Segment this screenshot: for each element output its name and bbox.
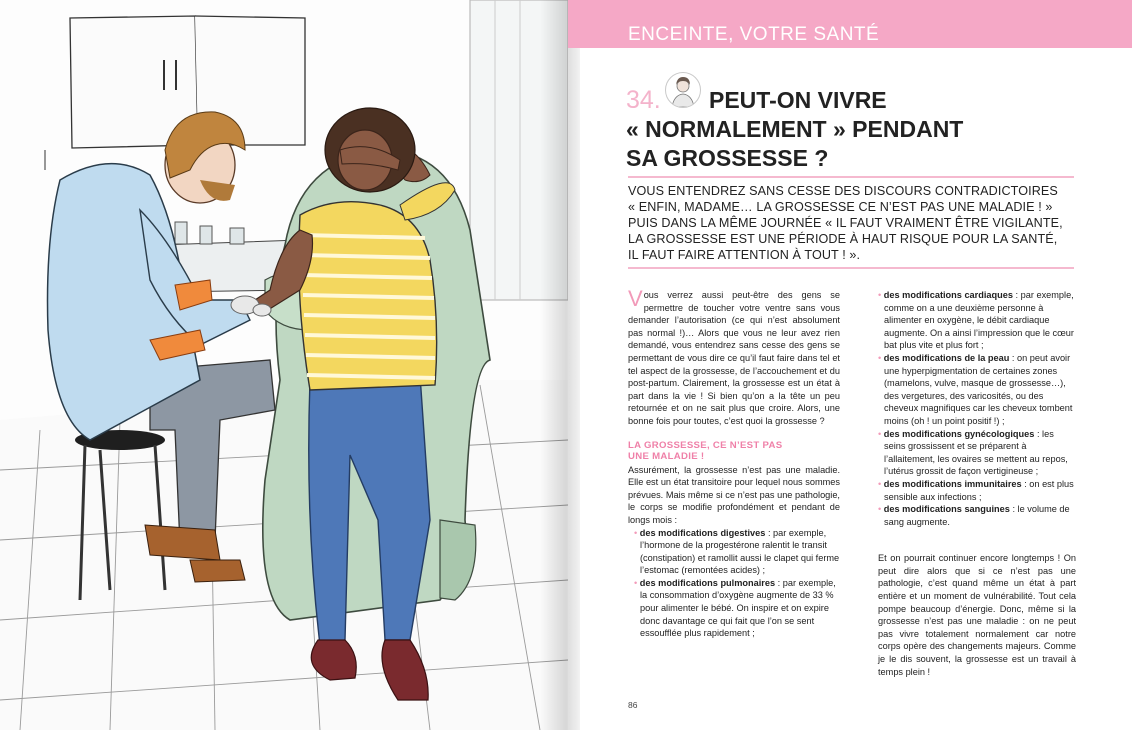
bullet-bold: des modifications de la peau: [883, 352, 1010, 363]
bullet-bold: des modifications pulmonaires: [639, 577, 776, 588]
title-line: PEUT-ON VIVRE: [709, 87, 887, 113]
lead-line: IL FAUT FAIRE ATTENTION À TOUT ! ».: [628, 248, 861, 262]
bullet-text: : par exemple, comme on a une deuxième personne à alimenter en oxygène, le débit cardiaque augmente. On a ainsi l’impression que le cœur bat plus vite et plus fort ;: [884, 290, 1074, 351]
intro-text: ous verrez aussi peut-être des gens se permettre de toucher votre ventre sans vous demander l’autorisation (ce qui n’est absolument pas normal !)… Alors que vous ne leur avez rien demandé, vous entendrez sans cesse des gens se permettant de vous dire ce qu’il faut faire dans tel et tel aspect de la grossesse, de l’accouchement et du post-partum. Clairement, la grossesse est un état à part dans la vie ! Si bien qu’on a la tête un peu retournée et on ne sait plus que croire. Alors, une bonne fois pour toutes, c’est quoi la grossesse ?: [628, 290, 840, 426]
subheading-line: UNE MALADIE !: [628, 450, 705, 462]
section-title: ENCEINTE, VOTRE SANTÉ: [628, 24, 880, 45]
title-line: SA GROSSESSE ?: [626, 145, 829, 171]
bullet-text: : le volume de sang augmente.: [884, 504, 1070, 527]
bullet-text: : les seins grossissent et se préparent à l’allaitement, les ovaires se mettent au repos, l’utérus grossit de façon vertigineuse ;: [884, 428, 1068, 477]
bullet-marker: •: [878, 290, 884, 300]
bullet-bold: des modifications gynécologiques: [883, 428, 1035, 439]
article-number: 34.: [626, 86, 661, 114]
lead-paragraph: [628, 183, 1078, 263]
bullet-marker: •: [878, 478, 884, 489]
body-paragraph: Assurément, la grossesse n’est pas une maladie. Elle est un état transitoire pour lequel nous sommes prévues. Mais même si ce n’est pas une pathologie, le corps se modifie profondément et pendant de longs mois :: [628, 464, 840, 525]
intro-paragraph: [628, 286, 840, 428]
subheading-line: LA GROSSESSE, CE N’EST PAS: [628, 439, 783, 451]
lead-line: « ENFIN, MADAME… LA GROSSESSE CE N’EST PAS UNE MALADIE ! »: [628, 200, 1053, 214]
lead-line: VOUS ENTENDREZ SANS CESSE DES DISCOURS CONTRADICTOIRES: [628, 184, 1058, 198]
lead-line: LA GROSSESSE EST UNE PÉRIODE À HAUT RISQUE POUR LA SANTÉ,: [628, 232, 1058, 246]
section-header-band: [568, 0, 1132, 48]
bullet-item: [628, 527, 840, 577]
bullet-item: [878, 289, 1076, 352]
bullet-bold: des modifications immunitaires: [883, 478, 1022, 489]
bullet-marker: •: [878, 428, 884, 439]
right-page: [568, 0, 1132, 730]
bullet-item: [878, 352, 1076, 428]
bullet-item: [878, 478, 1076, 503]
bullet-item: [628, 577, 840, 640]
title-line: « NORMALEMENT » PENDANT: [626, 116, 964, 142]
bullet-text: : par exemple, l’hormone de la progestérone ralentit le transit (constipation) et ramollit aussi le clapet qui ferme l’estomac (remontées acides) ;: [640, 527, 840, 576]
lead-top-rule: [628, 176, 1074, 178]
bullet-text: : par exemple, la consommation d’oxygène augmente de 33 % pour alimenter le bébé. On inspire et on expire donc davantage ce qui fait que l’on se sent essoufflée plus rapidement ;: [640, 577, 836, 639]
bullet-bold: des modifications cardiaques: [883, 290, 1013, 300]
bullet-marker: •: [634, 527, 640, 538]
text-column-left: [628, 286, 840, 640]
bullet-bold: des modifications digestives: [639, 527, 766, 538]
bullet-marker: •: [878, 504, 884, 515]
text-column-right: [878, 289, 1076, 678]
bullet-text: : on peut avoir une hyperpigmentation de certaines zones (mamelons, vulve, masque de grossesse…), des vergetures, des varicosités, ou des cheveux magnifiques car les cheveux tombent moins (oh ! un point positif !) ;: [884, 352, 1073, 426]
bullet-item: [878, 428, 1076, 478]
subheading: [628, 440, 840, 462]
page-number: 86: [628, 700, 638, 710]
bullet-marker: •: [878, 352, 884, 363]
spacer: [878, 528, 1076, 552]
outro-paragraph: Et on pourrait continuer encore longtemps ! On peut dire alors que si ce n’est pas une pathologie, c’est quand même un état à part entière et un moment de vulnérabilité. Tout cela pompe beaucoup d’énergie. Donc, même si la grossesse n’est pas une maladie : on ne peut pas vivre totalement normalement car notre corps opère des changements majeurs. Comme je le dis souvent, la grossesse est un travail à temps plein !: [878, 553, 1076, 677]
lead-line: PUIS DANS LA MÊME JOURNÉE « IL FAUT VRAIMENT ÊTRE VIGILANTE,: [628, 216, 1063, 230]
bullet-marker: •: [634, 577, 640, 588]
author-avatar-icon: [665, 72, 701, 108]
bullet-bold: des modifications sanguines: [883, 504, 1010, 515]
bullet-text: : on est plus sensible aux infections ;: [884, 478, 1074, 502]
lead-bottom-rule: [628, 267, 1074, 269]
bullet-item: [878, 503, 1076, 528]
drop-cap: V: [628, 286, 643, 311]
